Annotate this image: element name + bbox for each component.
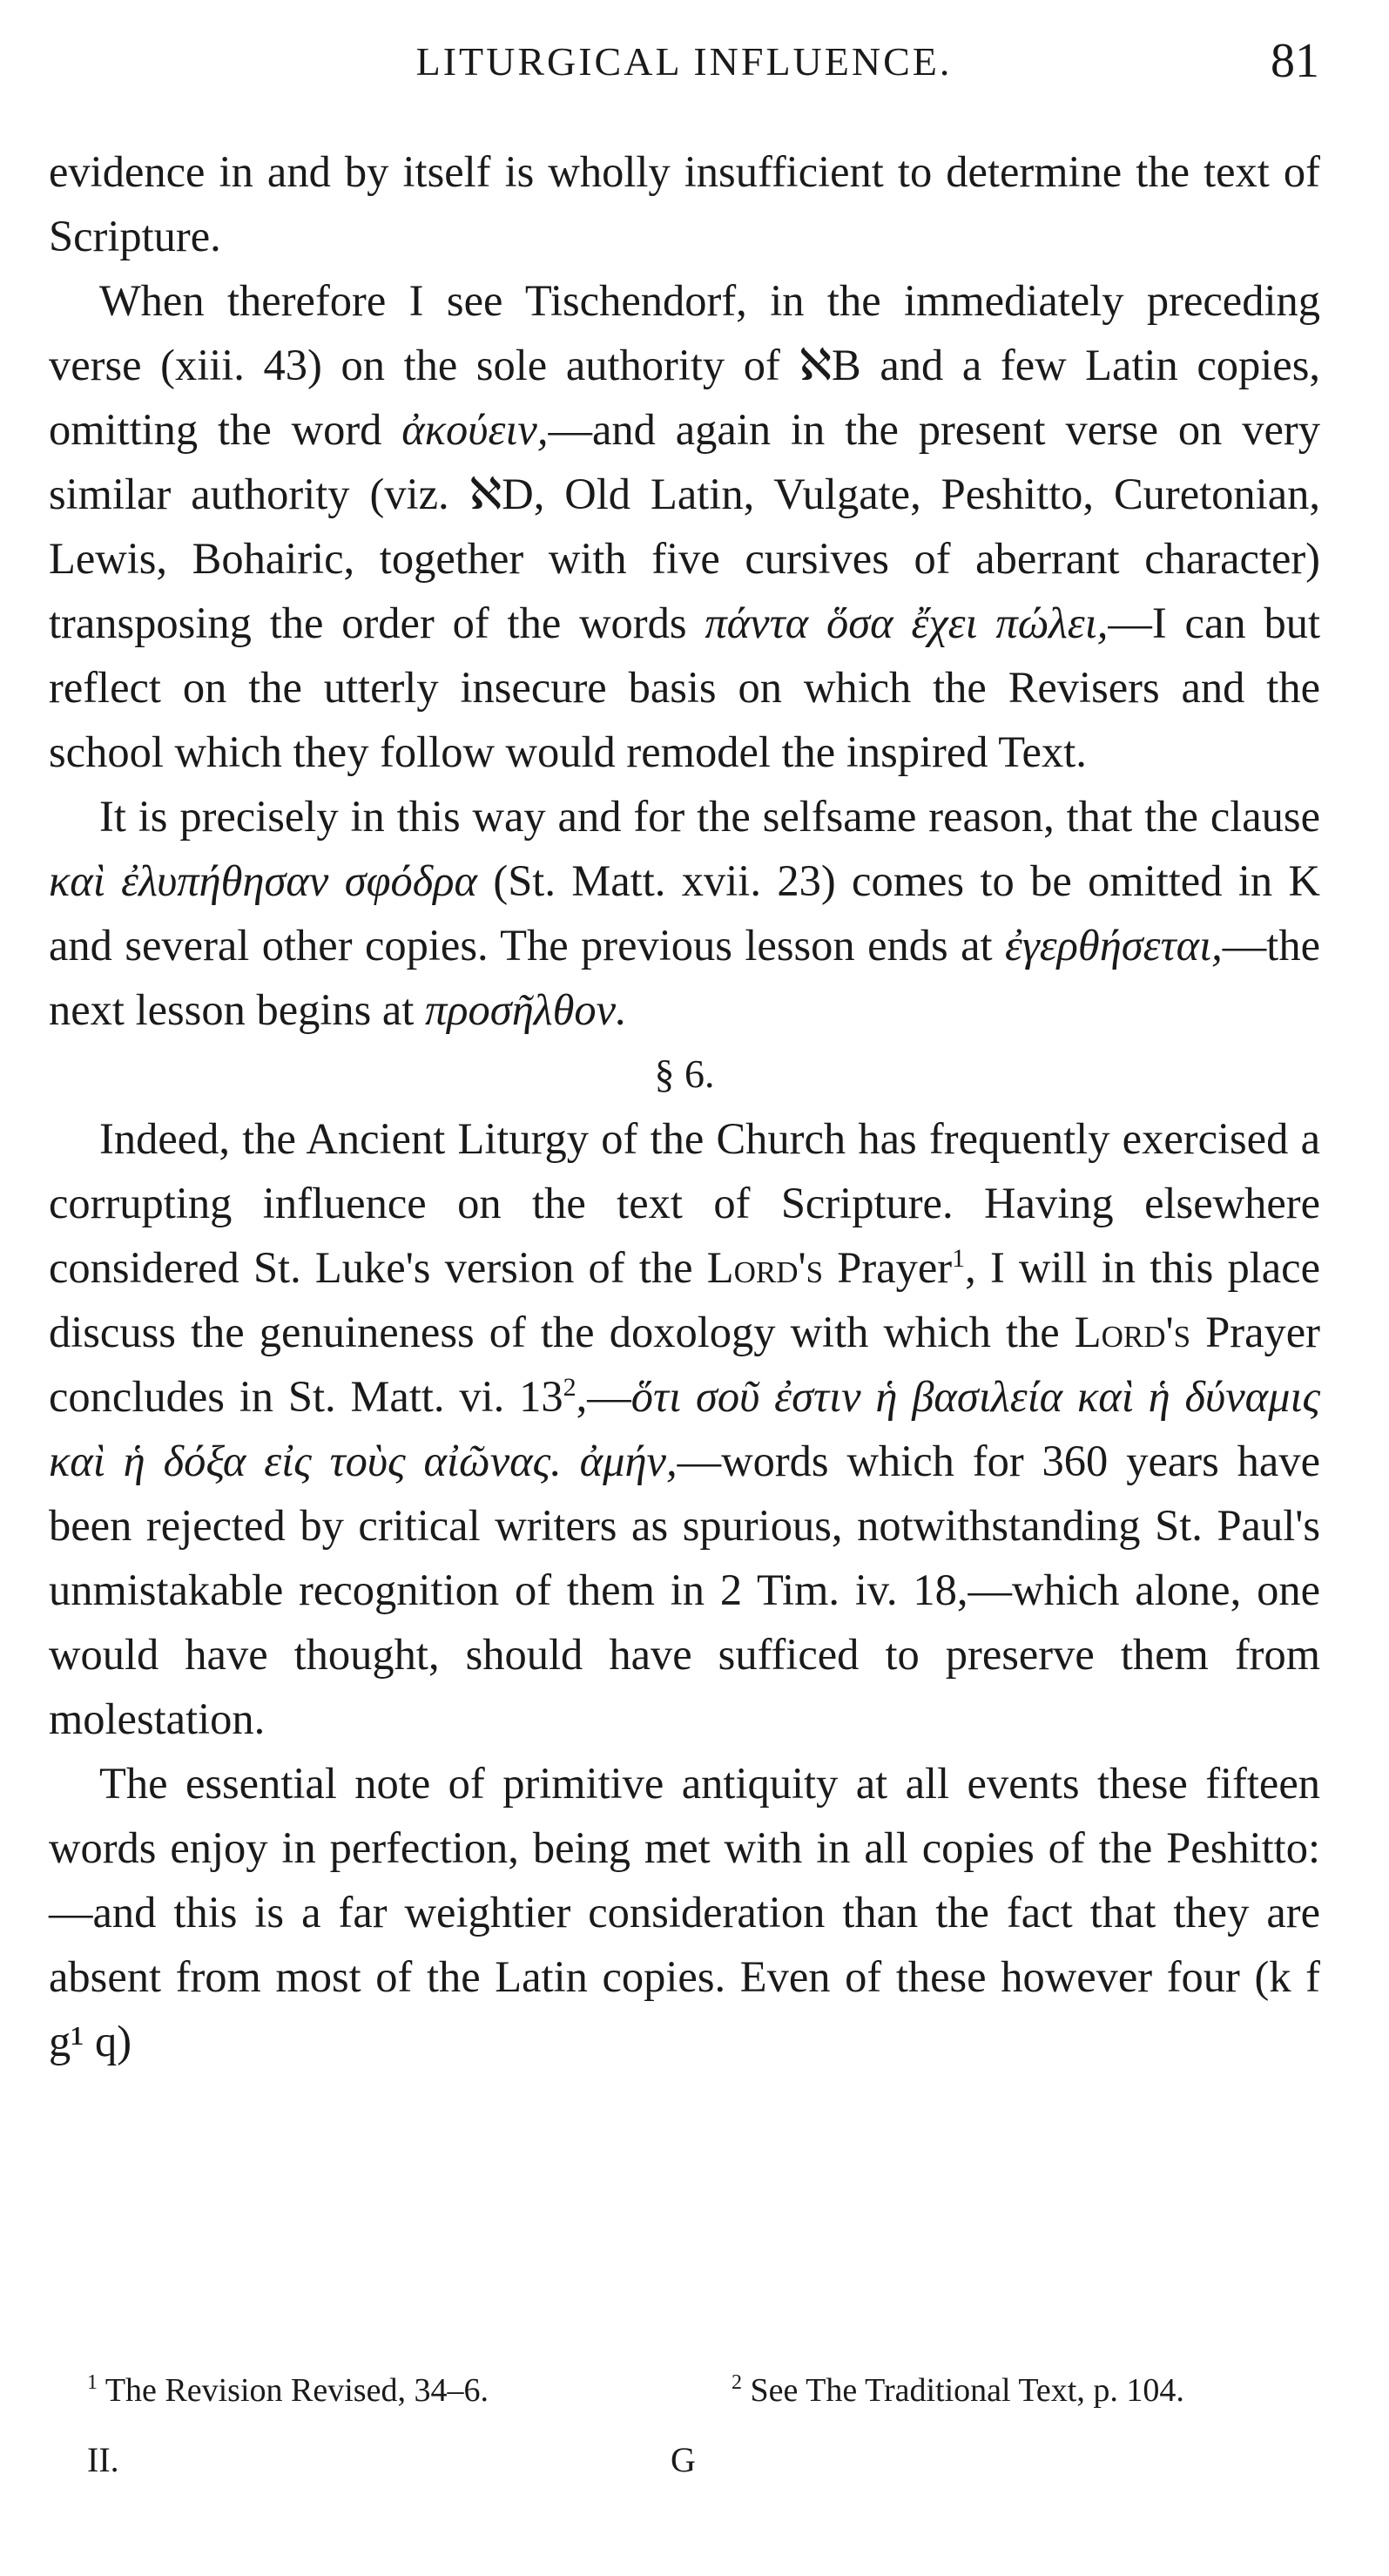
greek-proselthon: προσῆλθον. (425, 985, 627, 1034)
running-title: LITURGICAL INFLUENCE. (415, 39, 953, 84)
p4-text-e: ,— (576, 1372, 631, 1421)
running-head (49, 34, 1319, 99)
footnote-ref-1: 1 (952, 1244, 966, 1273)
p4-text-a: Indeed, the Ancient Liturgy of the Church has frequently exercised a corrupting influence on the text of Scripture. Having elsewhere considered St. Luke's version of the (49, 1114, 1320, 1292)
p2-text-c: —I can but reflect on the utterly insecure basis on which the Revisers and the school which they follow would remodel the inspired Text. (49, 598, 1320, 776)
page-number: 81 (1271, 34, 1319, 88)
body-text (49, 139, 1320, 2073)
paragraph-selfsame-reason (49, 784, 1320, 1042)
p4-text-f: —words which for 360 years have been rejected by critical writers as spurious, notwithstanding St. Paul's unmistakable recognition of them in 2 Tim. iv. 18,—which alone, one would have thought, should have sufficed to preserve them from molestation. (49, 1437, 1320, 1743)
p3-text-b: (St. Matt. xvii. 23) comes to be omitted in K and several other copies. The previous lesson ends at (49, 856, 1321, 970)
footnote-1-mark: 1 (87, 2371, 98, 2394)
p4-text-c: , I will in this place discuss the genuineness of the doxology with which the (49, 1243, 1320, 1356)
p4-text-d: Prayer concludes in St. Matt. vi. 13 (49, 1308, 1320, 1421)
footnote-2-mark: 2 (732, 2371, 742, 2394)
footnote-1 (87, 2371, 489, 2410)
lord-small-caps: Lord's (706, 1243, 824, 1292)
footnote-1-text: The Revision Revised, 34–6. (105, 2372, 489, 2409)
volume-mark: II. (87, 2440, 119, 2479)
printer-signature (70, 2439, 1324, 2491)
p5-text: The essential note of primitive antiquity at all events these fifteen words enjoy in perfection, being met with in all copies of the Peshitto:—and this is a far weightier consideration than the fact that they are absent from most of the Latin copies. Even of these however four (k f g¹ q) (49, 1759, 1320, 2066)
paragraph-primitive-antiquity (49, 1751, 1320, 2073)
greek-elypethesan: καὶ ἐλυπήθησαν σφόδρα (49, 856, 478, 905)
sheet-mark: G (671, 2440, 696, 2479)
paragraph-ancient-liturgy (49, 1106, 1320, 1751)
paragraph-1-text: evidence in and by itself is wholly insufficient to determine the text of Scripture. (49, 147, 1320, 260)
paragraph-continuation (49, 139, 1320, 268)
footnote-2-text: See The Traditional Text, p. 104. (750, 2372, 1184, 2409)
lord-small-caps: Lord's (1074, 1308, 1191, 1356)
greek-panta-osa: πάντα ὅσα ἔχει πώλει, (705, 598, 1109, 647)
p4-text-b: Prayer (823, 1243, 953, 1292)
p3-text-a: It is precisely in this way and for the selfsame reason, that the clause (99, 792, 1320, 841)
greek-egerthesetai: ἐγερθήσεται, (1004, 921, 1223, 970)
greek-doxology: ὅτι σοῦ ἐστιν ἡ βασιλεία καὶ ἡ δύναμις καὶ ἡ δόξα εἰς τοὺς αἰῶνας. ἀμήν, (49, 1372, 1320, 1485)
footnote-ref-2: 2 (563, 1373, 577, 1402)
paragraph-tischendorf (49, 268, 1320, 784)
footnotes (70, 2371, 1324, 2424)
greek-akouein: ἀκούειν, (401, 405, 549, 454)
p2-text-b: —and again in the present verse on very similar authority (viz. ℵD, Old Latin, Vulgate, Peshitto, Curetonian, Lewis, Bohairic, together with five cursives of aberrant character) transposing the order of the words (49, 405, 1321, 647)
section-heading: § 6. (654, 1051, 715, 1096)
p3-text-c: —the next lesson begins at (49, 921, 1320, 1034)
footnote-2 (732, 2371, 1184, 2410)
p2-text-a: When therefore I see Tischendorf, in the immediately preceding verse (xiii. 43) on the sole authority of ℵB and a few Latin copies, omitting the word (49, 276, 1320, 454)
